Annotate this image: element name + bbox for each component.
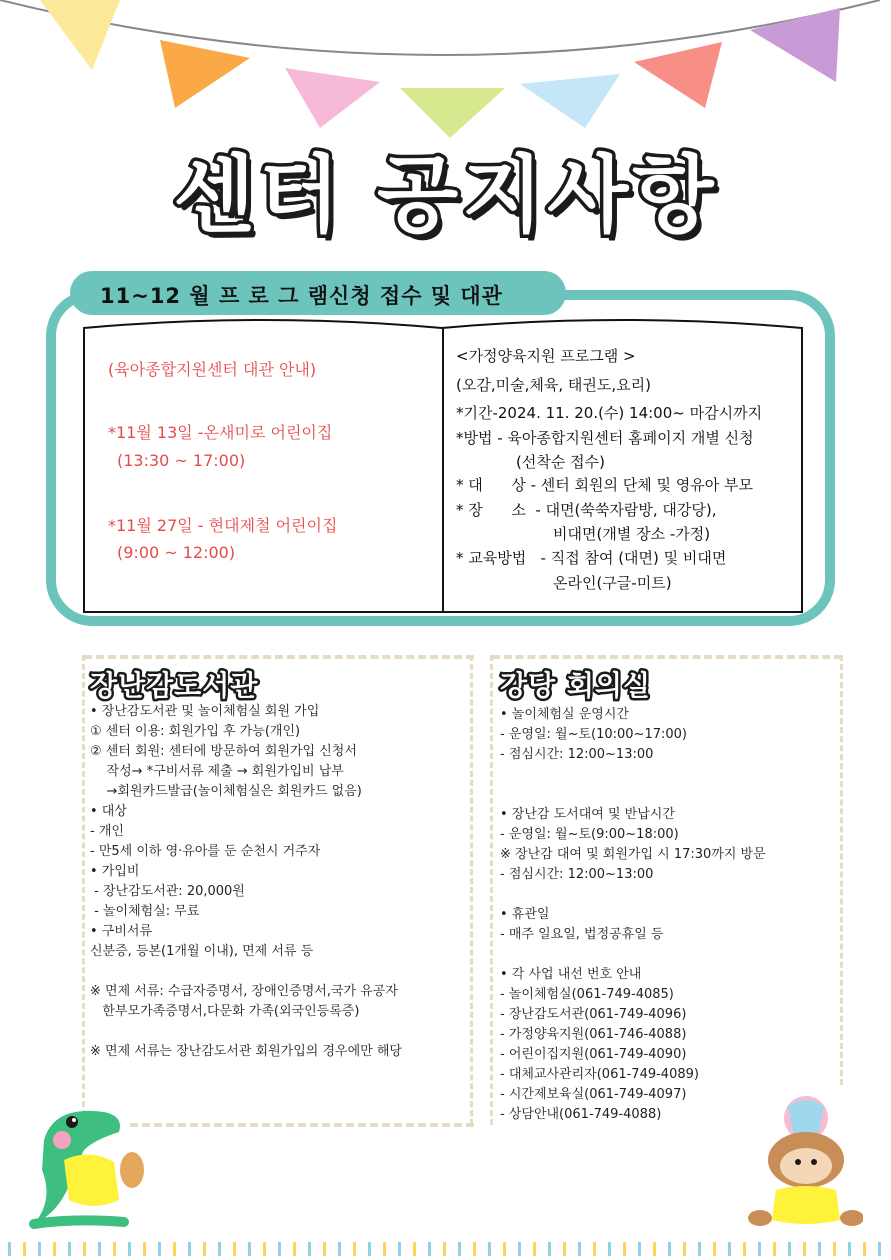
stripe-mark [308, 1242, 311, 1256]
program-title: <가정양육지원 프로그램 > [456, 347, 636, 365]
rental-item2-date: *11월 27일 - 현대제철 어린이집 [108, 516, 338, 535]
stripe-mark [668, 1242, 671, 1256]
hall-line: - 시간제보육실(061-749-4097) [500, 1087, 687, 1102]
library-bottom-border [130, 1123, 474, 1127]
hall-spacer [500, 945, 766, 965]
stripe-mark [533, 1242, 536, 1256]
stripe-mark [173, 1242, 176, 1256]
stripe-mark [38, 1242, 41, 1256]
hall-line: ※ 장난감 대여 및 회원가입 시 17:30까지 방문 [500, 847, 766, 862]
stripe-mark [263, 1242, 266, 1256]
stripe-mark [773, 1242, 776, 1256]
library-line: - 놀이체험실: 무료 [90, 904, 200, 919]
stripe-mark [518, 1242, 521, 1256]
library-line: • 장난감도서관 및 놀이체험실 회원 가입 [90, 704, 320, 719]
stripe-mark [158, 1242, 161, 1256]
flag-blue [520, 74, 620, 128]
stripe-mark [803, 1242, 806, 1256]
stripe-mark [278, 1242, 281, 1256]
hall-left-border [490, 655, 493, 1125]
hall-right-border [840, 655, 843, 1085]
flag-orange [160, 40, 250, 108]
flag-pink [285, 68, 380, 128]
hall-line: - 대체교사관리자(061-749-4089) [500, 1067, 699, 1082]
flag-yellow [40, 0, 120, 70]
section-title: 11~12 월 프 로 그 램신청 접수 및 대관 [100, 284, 503, 308]
stripe-mark [848, 1242, 851, 1256]
flag-purple [750, 8, 840, 82]
library-line: ※ 면제 서류는 장난감도서관 회원가입의 경우에만 해당 [90, 1044, 402, 1059]
stripe-mark [413, 1242, 416, 1256]
hall-spacer [500, 765, 766, 785]
stripe-mark [593, 1242, 596, 1256]
hall-heading: 강당 회의실 [500, 669, 651, 702]
hall-line: - 운영일: 월~토(10:00~17:00) [500, 727, 687, 742]
hall-line: - 매주 일요일, 법정공휴일 등 [500, 927, 664, 942]
stripe-mark [563, 1242, 566, 1256]
hall-line: • 각 사업 내선 번호 안내 [500, 967, 642, 982]
stripe-mark [293, 1242, 296, 1256]
stripe-mark [728, 1242, 731, 1256]
stripe-mark [188, 1242, 191, 1256]
program-subjects: (오감,미술,체육, 태권도,요리) [456, 376, 651, 394]
stripe-mark [863, 1242, 866, 1256]
flag-red [634, 42, 722, 108]
library-line: • 구비서류 [90, 924, 153, 939]
library-spacer [90, 962, 402, 982]
stripe-mark [488, 1242, 491, 1256]
library-line: - 개인 [90, 824, 124, 839]
page-title: 센터 공지사항 [173, 146, 718, 244]
stripe-mark [98, 1242, 101, 1256]
stripe-mark [368, 1242, 371, 1256]
rental-item1-time: (13:30 ~ 17:00) [117, 451, 246, 470]
library-content [90, 702, 402, 1062]
hall-content [500, 705, 766, 1125]
rental-heading: (육아종합지원센터 대관 안내) [108, 360, 317, 379]
library-line: ※ 면제 서류: 수급자증명서, 장애인증명서,국가 유공자 [90, 984, 398, 999]
hall-line: - 어린이집지원(061-749-4090) [500, 1047, 687, 1062]
hall-line: • 휴관일 [500, 907, 550, 922]
library-line: • 가입비 [90, 864, 140, 879]
stripe-mark [713, 1242, 716, 1256]
stripe-mark [143, 1242, 146, 1256]
library-line: 신분증, 등본(1개월 이내), 면제 서류 등 [90, 944, 314, 959]
library-line: - 장난감도서관: 20,000원 [90, 884, 245, 899]
monkey-illustration [748, 1096, 863, 1228]
library-line: →회원카드발급(놀이체험실은 회원카드 없음) [90, 784, 362, 799]
hall-top-border [492, 655, 842, 659]
library-heading: 장난감도서관 [90, 669, 259, 702]
stripe-mark [53, 1242, 56, 1256]
hall-line: - 놀이체험실(061-749-4085) [500, 987, 674, 1002]
library-spacer [90, 1022, 402, 1042]
stripe-mark [128, 1242, 131, 1256]
library-top-border [84, 655, 474, 659]
library-line: • 대상 [90, 804, 127, 819]
stripe-mark [83, 1242, 86, 1256]
stripe-mark [743, 1242, 746, 1256]
rental-item2-time: (9:00 ~ 12:00) [117, 543, 236, 562]
stripe-mark [458, 1242, 461, 1256]
stripe-mark [503, 1242, 506, 1256]
stripe-mark [818, 1242, 821, 1256]
stripe-mark [68, 1242, 71, 1256]
stripe-mark [473, 1242, 476, 1256]
library-line: ① 센터 이용: 회원가입 후 가능(개인) [90, 724, 301, 739]
hall-line: - 운영일: 월~토(9:00~18:00) [500, 827, 679, 842]
stripe-mark [383, 1242, 386, 1256]
program-target: * 대 상 - 센터 회원의 단체 및 영유아 부모 [456, 476, 754, 494]
stripe-mark [218, 1242, 221, 1256]
stripe-mark [8, 1242, 11, 1256]
hall-line: - 가정양육지원(061-746-4088) [500, 1027, 687, 1042]
stripe-mark [653, 1242, 656, 1256]
hall-line: • 장난감 도서대여 및 반납시간 [500, 807, 675, 822]
hall-line: - 장난감도서관(061-749-4096) [500, 1007, 687, 1022]
stripe-mark [353, 1242, 356, 1256]
bunting-decoration [0, 0, 891, 140]
program-edu-2: 온라인(구글-미트) [553, 574, 672, 592]
program-period: *기간-2024. 11. 20.(수) 14:00~ 마감시까지 [456, 404, 763, 422]
crocodile-illustration [14, 1100, 154, 1230]
stripe-mark [578, 1242, 581, 1256]
hall-spacer [500, 885, 766, 905]
hall-line: - 점심시간: 12:00~13:00 [500, 747, 654, 762]
library-line: - 만5세 이하 영·유아를 둔 순천시 거주자 [90, 844, 321, 859]
library-right-border [470, 655, 473, 1125]
hall-spacer [500, 785, 766, 805]
stripe-mark [698, 1242, 701, 1256]
program-edu: * 교육방법 - 직접 참여 (대면) 및 비대면 [456, 549, 727, 567]
hall-line: - 점심시간: 12:00~13:00 [500, 867, 654, 882]
stripe-mark [683, 1242, 686, 1256]
stripe-mark [443, 1242, 446, 1256]
stripe-mark [23, 1242, 26, 1256]
program-place-2: 비대면(개별 장소 -가정) [553, 525, 711, 543]
stripe-mark [428, 1242, 431, 1256]
rental-item1-date: *11월 13일 -온새미로 어린이집 [108, 423, 333, 442]
stripe-mark [833, 1242, 836, 1256]
stripe-mark [398, 1242, 401, 1256]
hall-line: - 상담안내(061-749-4088) [500, 1107, 662, 1122]
stripe-mark [608, 1242, 611, 1256]
stripe-mark [623, 1242, 626, 1256]
stripe-mark [203, 1242, 206, 1256]
stripe-mark [323, 1242, 326, 1256]
program-place: * 장 소 - 대면(쑥쑥자람방, 대강당), [456, 501, 717, 519]
stripe-mark [248, 1242, 251, 1256]
library-line: ② 센터 회원: 센터에 방문하여 회원가입 신청서 [90, 744, 357, 759]
stripe-mark [788, 1242, 791, 1256]
stripe-mark [878, 1242, 881, 1256]
library-line: 한부모가족증명서,다문화 가족(외국인등록증) [90, 1004, 360, 1019]
stripe-mark [233, 1242, 236, 1256]
stripe-mark [548, 1242, 551, 1256]
stripe-mark [338, 1242, 341, 1256]
library-line: 작성→ *구비서류 제출 → 회원가입비 납부 [90, 764, 344, 779]
stripe-mark [113, 1242, 116, 1256]
bottom-stripe-decoration [0, 1240, 891, 1260]
hall-line: • 놀이체험실 운영시간 [500, 707, 629, 722]
stripe-mark [758, 1242, 761, 1256]
program-method-note: (선착순 접수) [516, 453, 605, 471]
library-left-border [82, 655, 85, 1125]
program-method: *방법 - 육아종합지원센터 홈페이지 개별 신청 [456, 429, 754, 447]
stripe-mark [638, 1242, 641, 1256]
